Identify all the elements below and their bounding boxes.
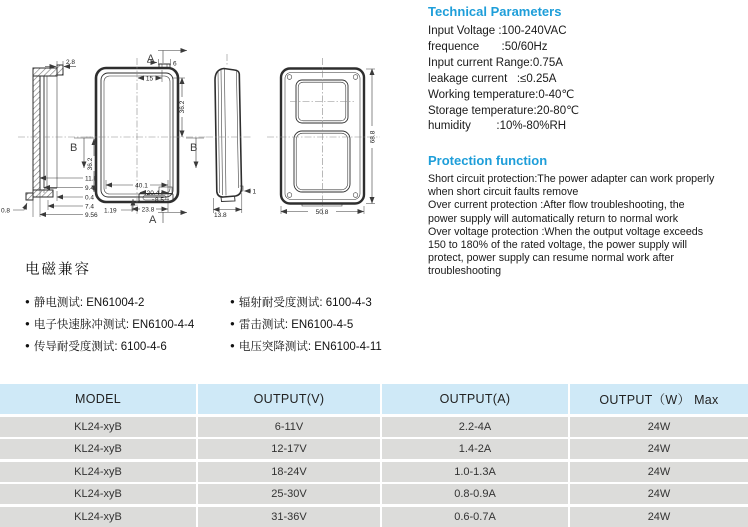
spec-line: Input Voltage :100-240VAC <box>428 25 567 37</box>
bullet-icon: ● <box>230 297 235 306</box>
model-spec-table <box>0 384 748 527</box>
dim-label: 36.2 <box>179 100 186 114</box>
column-header-model: MODEL <box>0 384 198 414</box>
section-b-label: B <box>70 142 78 154</box>
cell-output-a: 1.4-2A <box>382 439 570 459</box>
emc-test-label: 电压突降测试: EN6100-4-11 <box>238 341 382 353</box>
dim-label: 11.8 <box>85 175 98 183</box>
dim-label: 0.8 <box>1 207 11 215</box>
table-row <box>0 417 748 437</box>
table-row <box>0 439 748 459</box>
section-a-label: A <box>147 53 155 65</box>
cell-model: KL24-xyB <box>0 484 198 504</box>
dim-label: 15 <box>145 75 154 83</box>
cell-output-a: 0.8-0.9A <box>382 484 570 504</box>
technical-parameters-section <box>428 4 579 135</box>
bullet-icon: ● <box>230 319 235 328</box>
spec-line: humidity :10%-80%RH <box>428 120 567 133</box>
emc-section <box>25 258 382 357</box>
text-line: power supply will automatically return to normal work <box>428 212 679 225</box>
emc-test-label: 传导耐受度测试: 6100-4-6 <box>33 341 167 353</box>
dim-label: 13.8 <box>214 212 227 219</box>
dim-label: 36.2 <box>87 157 94 171</box>
protection-function-title: Protection function <box>428 153 548 168</box>
emc-test-item <box>230 313 382 335</box>
table-row <box>0 507 748 527</box>
dim-label: 0.4 <box>85 194 95 202</box>
spec-line: Input current Range:0.75A <box>428 56 563 69</box>
emc-test-item <box>25 291 230 313</box>
cell-output-w: 24W <box>647 510 671 523</box>
emc-test-label: 雷击测试: EN6100-4-5 <box>238 319 354 331</box>
cell-output-v: 25-30V <box>198 484 382 504</box>
spec-line: Storage temperature:20-80℃ <box>428 104 579 117</box>
spec-line: frequence :50/60Hz <box>428 40 548 53</box>
dim-label: 2.8 <box>66 59 76 66</box>
dim-label: 1.19 <box>104 207 117 215</box>
emc-test-list <box>25 291 382 357</box>
table-row <box>0 484 748 504</box>
dim-label: 8.5 <box>154 197 165 204</box>
column-header-output-w: OUTPUT（W） Max <box>599 393 719 407</box>
spec-line: Working temperature:0-40℃ <box>428 88 575 101</box>
bullet-icon: ● <box>25 319 30 328</box>
protection-function-section <box>428 153 748 279</box>
cell-output-v: 12-17V <box>198 439 382 459</box>
text-line: troubleshooting <box>428 265 502 278</box>
view-back <box>267 58 380 216</box>
dim-label: 9.4 <box>85 185 95 192</box>
emc-test-item <box>230 291 382 313</box>
emc-test-label: 电子快速脉冲测试: EN6100-4-4 <box>33 319 195 331</box>
dim-label: 20.4 <box>146 190 160 197</box>
dim-label: 50.8 <box>315 209 329 216</box>
text-line: Over voltage protection :When the output voltage exceeds <box>428 225 704 238</box>
emc-test-item <box>25 335 230 357</box>
cell-output-v: 31-36V <box>198 507 382 527</box>
cell-output-w: 24W <box>647 420 671 433</box>
emc-test-item <box>230 335 382 357</box>
column-header-output-a: OUTPUT(A) <box>382 384 570 414</box>
technical-parameters-title: Technical Parameters <box>428 4 562 19</box>
cell-output-w: 24W <box>647 465 671 478</box>
cell-output-w: 24W <box>647 443 671 455</box>
dim-label: 68.8 <box>369 130 377 144</box>
view-side-section <box>1 59 98 219</box>
spec-line: leakage current :≤0.25A <box>428 72 557 85</box>
text-line: protect, power supply can resume normal work after <box>428 252 674 265</box>
text-line: 150 to 180% of the rated voltage, the power supply will <box>428 239 688 252</box>
table-header-row <box>0 384 748 414</box>
cell-output-w: 24W <box>647 488 671 500</box>
dim-label: 23.8 <box>141 206 155 214</box>
technical-parameters-list <box>428 24 579 135</box>
section-b-label: B <box>190 142 198 154</box>
dim-label: 40.1 <box>135 182 148 190</box>
emc-test-item <box>25 313 230 335</box>
dim-label: 7.4 <box>85 203 95 211</box>
dim-label: 6 <box>173 60 177 68</box>
bullet-icon: ● <box>25 341 30 350</box>
protection-function-text <box>428 173 748 279</box>
dimension-drawings <box>0 40 420 260</box>
cell-model: KL24-xyB <box>0 417 198 437</box>
cell-output-a: 2.2-4A <box>382 417 570 437</box>
cell-model: KL24-xyB <box>0 439 198 459</box>
text-line: Short circuit protection:The power adapter can work properly <box>428 173 715 185</box>
cell-output-a: 1.0-1.3A <box>382 462 570 482</box>
cell-model: KL24-xyB <box>0 507 198 527</box>
dim-label: 1 <box>252 188 257 196</box>
emc-title: 电磁兼容 <box>25 262 91 278</box>
cell-output-v: 6-11V <box>198 417 382 437</box>
emc-test-label: 辐射耐受度测试: 6100-4-3 <box>238 297 372 309</box>
view-side-profile <box>206 54 257 219</box>
section-a-label: A <box>149 214 157 226</box>
emc-test-label: 静电测试: EN61004-2 <box>33 297 145 309</box>
table-row <box>0 462 748 482</box>
cell-output-a: 0.6-0.7A <box>382 507 570 527</box>
cell-model: KL24-xyB <box>0 462 198 482</box>
bullet-icon: ● <box>230 341 235 350</box>
cell-output-v: 18-24V <box>198 462 382 482</box>
text-line: when short circuit faults remove <box>428 186 579 199</box>
bullet-icon: ● <box>25 297 30 306</box>
text-line: Over current protection :After flow troubleshooting, the <box>428 199 685 212</box>
dim-label: 9.56 <box>85 212 98 219</box>
column-header-output-v: OUTPUT(V) <box>198 384 382 414</box>
